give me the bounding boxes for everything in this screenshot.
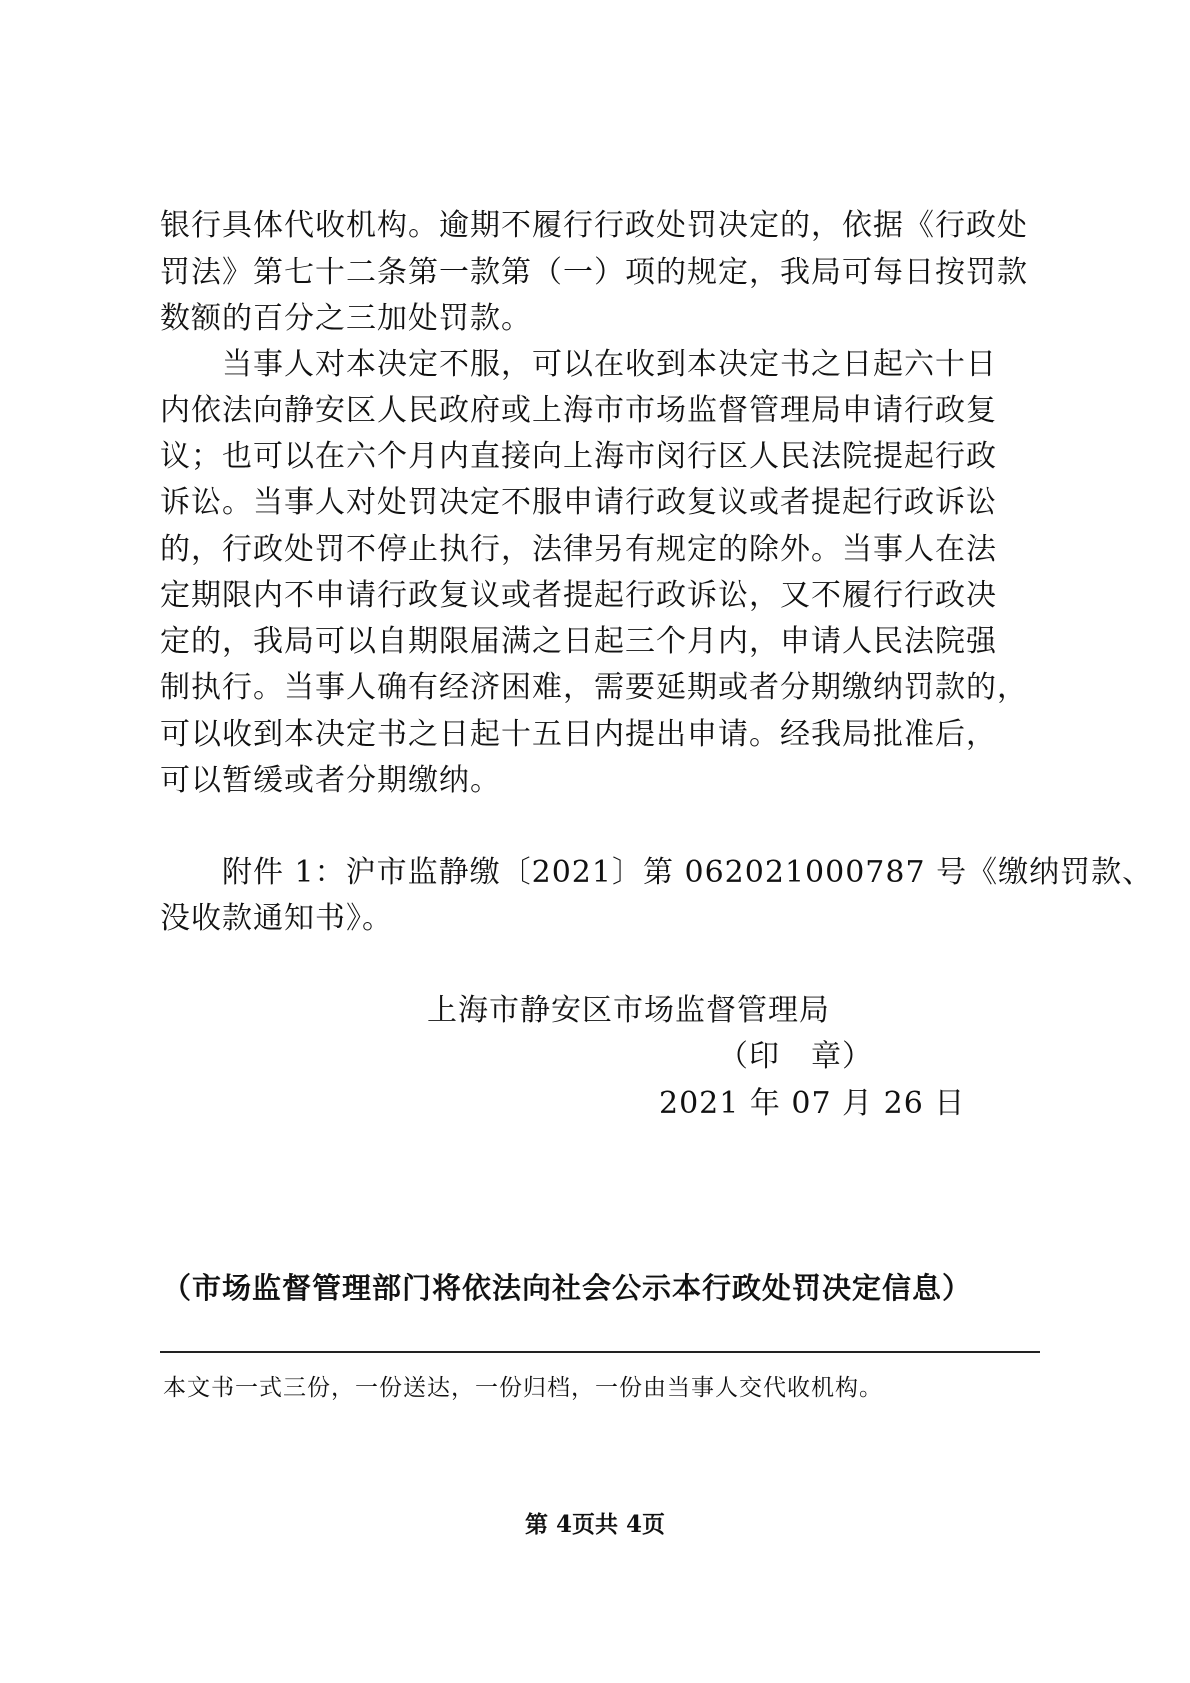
attachment-line-1: 附件 1：沪市监静缴〔2021〕第 062021000787 号《缴纳罚款、	[222, 855, 1154, 890]
copies-footnote: 本文书一式三份，一份送达，一份归档，一份由当事人交代收机构。	[163, 1375, 883, 1401]
body-line-7: 诉讼。当事人对处罚决定不服申请行政复议或者提起行政诉讼	[160, 485, 997, 520]
page-number: 第 4页共 4页	[524, 1511, 666, 1538]
body-line-12: 可以收到本决定书之日起十五日内提出申请。经我局批准后，	[160, 717, 997, 752]
issuing-authority: 上海市静安区市场监督管理局	[427, 993, 830, 1028]
body-line-1: 银行具体代收机构。逾期不履行行政处罚决定的，依据《行政处	[160, 208, 1028, 243]
body-line-6: 议；也可以在六个月内直接向上海市闵行区人民法院提起行政	[160, 439, 997, 474]
body-line-13: 可以暂缓或者分期缴纳。	[160, 763, 501, 798]
public-disclosure-notice: （市场监督管理部门将依法向社会公示本行政处罚决定信息）	[162, 1271, 973, 1305]
issue-date: 2021 年 07 月 26 日	[659, 1086, 966, 1121]
footer-divider	[160, 1351, 1040, 1353]
body-line-4: 当事人对本决定不服，可以在收到本决定书之日起六十日	[222, 347, 997, 382]
body-line-10: 定的，我局可以自期限届满之日起三个月内，申请人民法院强	[160, 624, 997, 659]
attachment-line-2: 没收款通知书》。	[160, 901, 393, 936]
body-line-3: 数额的百分之三加处罚款。	[160, 301, 532, 336]
body-line-8: 的，行政处罚不停止执行，法律另有规定的除外。当事人在法	[160, 532, 997, 567]
body-line-11: 制执行。当事人确有经济困难，需要延期或者分期缴纳罚款的，	[160, 670, 1028, 705]
seal-placeholder: （印 章）	[718, 1039, 873, 1074]
body-line-2: 罚法》第七十二条第一款第（一）项的规定，我局可每日按罚款	[160, 255, 1028, 290]
body-line-5: 内依法向静安区人民政府或上海市市场监督管理局申请行政复	[160, 393, 997, 428]
body-line-9: 定期限内不申请行政复议或者提起行政诉讼，又不履行行政决	[160, 578, 997, 613]
